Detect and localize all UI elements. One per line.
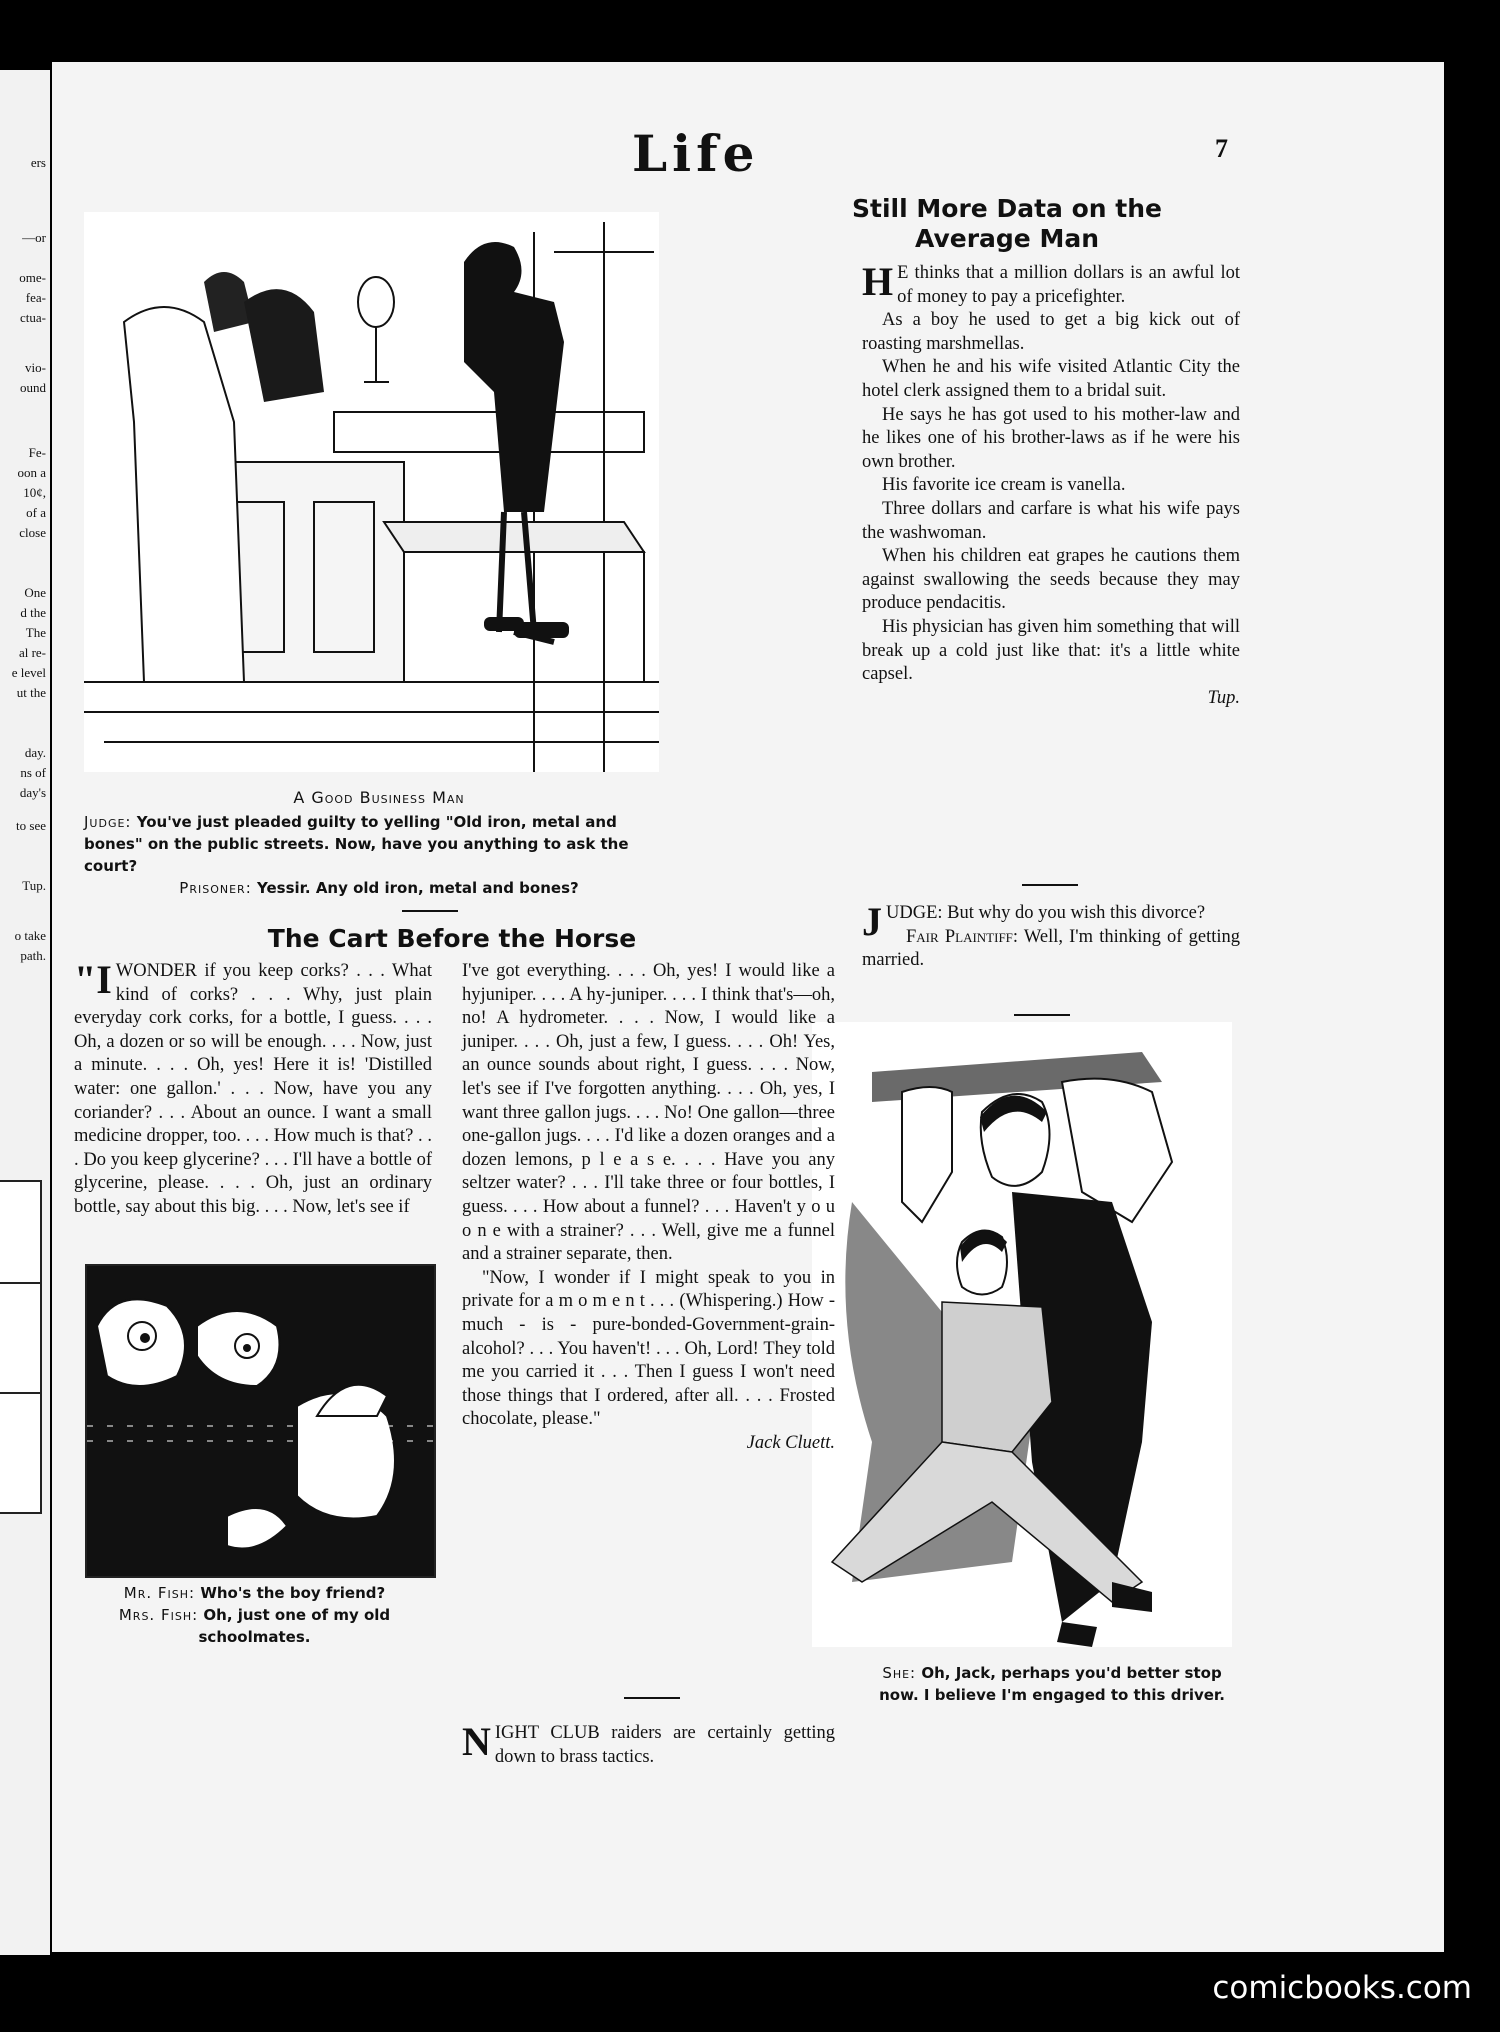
previous-page-text-fragment: —or (22, 230, 46, 245)
previous-page-comic-strip (0, 1180, 42, 1514)
previous-page-text-fragment: ers (30, 155, 46, 170)
article-cart-col2 (462, 960, 835, 1455)
drop-cap: H (862, 259, 894, 304)
prisoner-dialogue (84, 877, 674, 899)
fish-caption (72, 1582, 437, 1648)
average-man-paragraph: Three dollars and carfare is what his wife pays the washwoman. (862, 498, 1240, 543)
cart-signature: Jack Cluett. (746, 1432, 835, 1453)
fish-cartoon-illustration (87, 1266, 434, 1576)
previous-page-text-fragment: The (25, 625, 46, 640)
court-caption (84, 787, 674, 899)
previous-page-text-fragment: Tup. (22, 878, 46, 893)
previous-page-text-fragment: ound (20, 380, 46, 395)
court-cartoon-illustration (84, 212, 659, 772)
previous-page-text-fragment: ctua- (20, 310, 46, 325)
article-cart-col1 (74, 957, 432, 1220)
judge-joke-reply: Fair Plaintiff: Well, I'm thinking of getting married. (862, 926, 1240, 971)
divider (402, 910, 458, 912)
previous-page-text-fragment: of a (26, 505, 46, 520)
page-number: 7 (1215, 134, 1228, 163)
she-speaker: She: (882, 1664, 917, 1682)
prisoner-speaker: Prisoner: (179, 879, 252, 897)
drop-cap: "I (74, 957, 112, 1002)
masthead: Life (632, 124, 760, 183)
fish-cartoon (85, 1264, 436, 1578)
judge-line: You've just pleaded guilty to yelling "Old iron, metal and bones" on the public streets. Now, have you anything to ask the court? (84, 813, 629, 875)
previous-page-text-fragment: to see (16, 818, 46, 833)
previous-page-text-fragment: o take (14, 928, 46, 943)
mr-fish-line: Who's the boy friend? (200, 1584, 386, 1602)
night-club-line: NIGHT CLUB raiders are certainly getting down to brass tactics. (462, 1719, 835, 1767)
judge-speaker: Judge: (84, 813, 132, 831)
mrs-fish-dialogue (72, 1604, 437, 1648)
magazine-page (52, 62, 1444, 1952)
average-man-paragraph: When he and his wife visited Atlantic City the hotel clerk assigned them to a bridal suit. (862, 357, 1240, 401)
previous-page-text-fragment: ome- (19, 270, 46, 285)
judge-joke-line: JUDGE: But why do you wish this divorce? (862, 899, 1206, 944)
average-man-paragraph: His favorite ice cream is vanella. (882, 475, 1126, 496)
previous-page-text-fragment: ut the (16, 685, 46, 700)
watermark: comicbooks.com (1212, 1970, 1472, 2006)
average-man-paragraph-1: H E thinks that a million dollars is an awful lot of money to pay a pricefighter. (862, 259, 1240, 307)
couple-cartoon (812, 1022, 1232, 1647)
previous-page-text-fragment: day's (19, 785, 46, 800)
court-cartoon-title: A Good Business Man (293, 788, 465, 807)
previous-page-text-fragment: Fe- (28, 445, 46, 460)
mr-fish-dialogue (72, 1582, 437, 1604)
article-average-man-body (862, 259, 1240, 710)
couple-dialogue (862, 1662, 1242, 1706)
previous-page-text-fragment: vio- (25, 360, 46, 375)
average-man-paragraph: As a boy he used to get a big kick out of roasting marshmellas. (862, 310, 1240, 354)
previous-page-text-fragment: ns of (20, 765, 46, 780)
mrs-fish-line: Oh, just one of my old schoolmates. (198, 1606, 391, 1646)
judge-joke (862, 899, 1240, 973)
cart-paragraph-1: "IWONDER if you keep corks? . . . What kind of corks? . . . Why, just plain everyday cork corks, for a bottle, I guess. . . . Oh, a dozen or so will be enough. . . . Now, just a minute. . . . Oh, yes! Here it is! 'Distilled water: one gallon.' . . . Now, have you any coriander? . . . About an ounce. I want a small medicine dropper, too. . . . How much is that? . . . Do you keep glycerine? . . . I'll have a bottle of glycerine, please. . . . Oh, just an ordinary bottle, say about this big. . . . Now, let's see if (74, 957, 432, 1217)
she-line: Oh, Jack, perhaps you'd better stop now. I believe I'm engaged to this driver. (879, 1664, 1225, 1704)
night-club-joke (462, 1719, 835, 1769)
previous-page-text-fragment: al re- (18, 645, 46, 660)
divider (1022, 884, 1078, 886)
previous-page-text-fragment: e level (11, 665, 46, 680)
couple-cartoon-illustration (812, 1022, 1232, 1647)
prisoner-line: Yessir. Any old iron, metal and bones? (256, 879, 579, 897)
divider (624, 1697, 680, 1699)
couple-caption (862, 1662, 1242, 1706)
mrs-fish-speaker: Mrs. Fish: (118, 1606, 199, 1624)
mr-fish-speaker: Mr. Fish: (123, 1584, 196, 1602)
court-cartoon (84, 212, 659, 772)
article-cart-title: The Cart Before the Horse (267, 924, 637, 953)
previous-page-edge (0, 70, 50, 1955)
drop-cap: N (462, 1719, 491, 1764)
previous-page-text-fragment: 10¢, (23, 485, 46, 500)
average-man-paragraph: His physician has given him something that will break up a cold just like that: it's a little white capsel. (862, 616, 1240, 685)
previous-page-text-fragment: d the (20, 605, 46, 620)
article-average-man-title: Still More Data on the Average Man (852, 194, 1162, 253)
cart-paragraph-3: "Now, I wonder if I might speak to you in private for a m o m e n t . . . (Whispering.) How - much - is - pure-bonded-Government-grain-alcohol? . . . You haven't! . . . Oh, Lord! They told me you carried it . . . Then I guess I won't need those things that I ordered, after all. . . . Frosted chocolate, please." (462, 1267, 835, 1430)
drop-cap: J (862, 899, 882, 944)
cart-paragraph-2: I've got everything. . . . Oh, yes! I would like a hyjuniper. . . . A hy-juniper. . . . I think that's—oh, no! A hydrometer. . . . Now, I would like a juniper. . . . Oh, just a few, I guess. . . . Oh! Yes, an ounce sounds about right, I guess. . . . Now, let's see if I've forgotten anything. . . . Oh, yes, I want three gallon jugs. . . . No! One gallon—three one-gallon jugs. . . . I'd like a dozen oranges and a dozen lemons, p l e a s e. . . . Have you any seltzer water? . . . I'll take three or four bottles, I guess. . . . How about a funnel? . . . Haven't y o u o n e with a strainer? . . . Well, give me a funnel and a strainer separate, then. (462, 961, 835, 1265)
previous-page-text-fragment: fea- (25, 290, 46, 305)
previous-page-text-fragment: day. (24, 745, 46, 760)
previous-page-text-fragment: close (19, 525, 46, 540)
divider (1014, 1014, 1070, 1016)
judge-dialogue (84, 811, 674, 877)
average-man-signature: Tup. (1207, 687, 1240, 708)
average-man-paragraph: He says he has got used to his mother-law and he likes one of his brother-laws as if he were his own brother. (862, 404, 1240, 472)
previous-page-text-fragment: oon a (17, 465, 46, 480)
average-man-paragraph: When his children eat grapes he cautions them against swallowing the seeds because they may produce pendacitis. (862, 546, 1240, 614)
previous-page-text-fragment: path. (20, 948, 46, 963)
previous-page-text-fragment: One (24, 585, 46, 600)
